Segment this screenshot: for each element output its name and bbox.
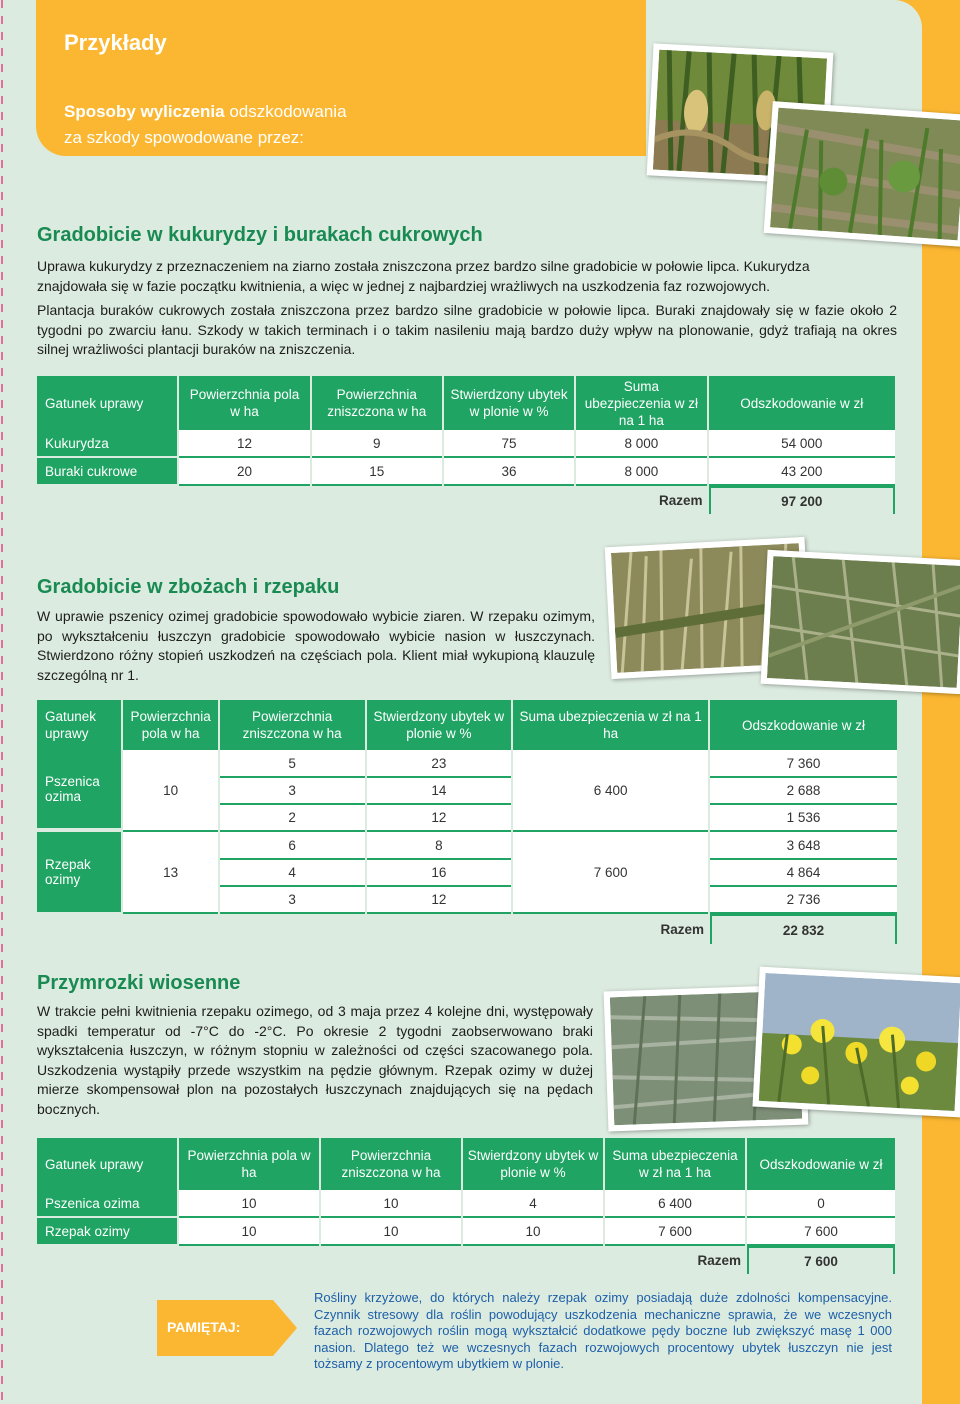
cell-field-area: 10 [123, 750, 217, 832]
th-field-area: Powierzchnia pola w ha [179, 1138, 319, 1190]
section1-title: Gradobicie w kukurydzy i burakach cukrowych [37, 224, 483, 246]
remember-note: Rośliny krzyżowe, do których należy rzepak ozimy posiadają duże zdolności kompensacyjne. Czynnik stresowy dla roślin powodujący uszkodzenia mechaniczne sprawia, że we wczesnych fazach rozwojowych roślin mogą wykształcić dodatkowe pędy boczne lub zwiększyć masę 1 000 nasion. Dlatego też we wczesnych fazach rozwojowych procentowy ubytek łuszczyn nie jest tożsamy z procentowym ubytkiem w plonie. [314, 1290, 892, 1371]
cell-yield-loss: 4 [463, 1190, 603, 1218]
cell-crop: Pszenica ozima [37, 1190, 177, 1218]
cell-sum-insured: 8 000 [576, 458, 706, 486]
cell-destroyed-area: 3 [220, 887, 365, 914]
cell-compensation: 7 360 [710, 750, 897, 778]
th-sum-insured: Suma ubezpieczenia w zł na 1 ha [576, 376, 706, 430]
table-row [37, 1218, 895, 1246]
total-value: 7 600 [747, 1246, 895, 1274]
cell-destroyed-area: 5 [220, 750, 365, 778]
photo-beet-hail [764, 101, 960, 247]
th-yield-loss: Stwierdzony ubytek w plonie w % [444, 376, 574, 430]
section2-title: Gradobicie w zbożach i rzepaku [37, 576, 340, 598]
th-destroyed-area: Powierzchnia zniszczona w ha [220, 700, 365, 750]
remember-badge-arrow [273, 1300, 297, 1356]
table-hail-wheat-rapeseed [35, 700, 899, 944]
total-value: 22 832 [710, 914, 897, 944]
subtitle-rest: odszkodowania [224, 102, 347, 121]
cell-crop: Buraki cukrowe [37, 458, 177, 486]
header-banner [36, 0, 646, 156]
cell-yield-loss: 12 [367, 887, 512, 914]
cell-compensation: 4 864 [710, 860, 897, 887]
cell-compensation: 0 [747, 1190, 895, 1218]
header-subtitle [64, 99, 347, 151]
table-row [37, 458, 895, 486]
cell-sum-insured: 7 600 [605, 1218, 745, 1246]
cell-yield-loss: 12 [367, 805, 512, 832]
table-spring-frost [35, 1138, 897, 1274]
cell-field-area: 12 [179, 430, 309, 458]
section1-paragraph-2: Plantacja buraków cukrowych została zniszczona przez bardzo silne gradobicie w połowie lipca. Buraki znajdowały się w fazie około 2 tygodni po zwarciu łanu. Szkody w takich terminach i o takim nasileniu mają bardzo duży wpływ na plonowanie, gdyż trafiają na okres silnej wrażliwości plantacji buraków na zniszczenia. [37, 302, 897, 357]
photo-rapeseed-hail [761, 550, 960, 694]
section3-text: W trakcie pełni kwitnienia rzepaku ozimego, od 3 maja przez 4 kolejne dni, występowały spadki temperatur od -7°C do -2°C. Po okresie 2 tygodni zaobserwowano braki wykształcenia łuszczyn, w różnym stopniu w zależności od części szacowanego pola. Uszkodzenia wystąpiły przede wszystkim na pędzie głównym. Rzepak ozimy w dużej mierze skompensował plon na pozostałych łuszczynach znajdujących się na pędach bocznych. [37, 1003, 593, 1117]
cell-destroyed-area: 10 [321, 1218, 461, 1246]
total-row [37, 486, 895, 514]
table-hail-corn-beet [35, 376, 897, 514]
section2-text: W uprawie pszenicy ozimej gradobicie spowodowało wybicie ziaren. W rzepaku ozimym, po wykształceniu łuszczyn gradobicie spowodowało wybicie nasion w łuszczynach. Stwierdzono różny stopień uszkodzeń na częściach pola. Klient miał wykupioną klauzulę szczególną nr 1. [37, 608, 595, 683]
cell-compensation: 43 200 [709, 458, 895, 486]
th-destroyed-area: Powierzchnia zniszczona w ha [321, 1138, 461, 1190]
cell-crop: Pszenica ozima [37, 750, 121, 832]
table-row [37, 1190, 895, 1218]
rapeseed-photo-image [767, 556, 960, 688]
section1-paragraph-1: Uprawa kukurydzy z przeznaczeniem na ziarno została zniszczona przez bardzo silne gradobicie w połowie lipca. Kukurydza znajdowała się w fazie początku kwitnienia, a więc w jednej z najbardziej wrażliwych na uszkodzenia faz rozwojowych. [37, 258, 810, 294]
cell-crop: Kukurydza [37, 430, 177, 458]
section3-title: Przymrozki wiosenne [37, 972, 241, 994]
cell-field-area: 10 [179, 1190, 319, 1218]
th-field-area: Powierzchnia pola w ha [123, 700, 217, 750]
th-destroyed-area: Powierzchnia zniszczona w ha [312, 376, 442, 430]
cell-compensation: 2 736 [710, 887, 897, 914]
photo-rapeseed-flowering [752, 967, 960, 1118]
cell-field-area: 20 [179, 458, 309, 486]
flowering-photo-image [759, 973, 960, 1111]
th-crop: Gatunek uprawy [37, 700, 121, 750]
th-compensation: Odszkodowanie w zł [710, 700, 897, 750]
th-crop: Gatunek uprawy [37, 376, 177, 430]
cell-yield-loss: 16 [367, 860, 512, 887]
cell-yield-loss: 10 [463, 1218, 603, 1246]
cell-destroyed-area: 9 [312, 430, 442, 458]
cell-crop: Rzepak ozimy [37, 1218, 177, 1246]
cell-compensation: 7 600 [747, 1218, 895, 1246]
cell-destroyed-area: 6 [220, 832, 365, 860]
th-yield-loss: Stwierdzony ubytek w plonie w % [463, 1138, 603, 1190]
cell-sum-insured: 6 400 [605, 1190, 745, 1218]
table-row [37, 832, 897, 860]
cell-yield-loss: 75 [444, 430, 574, 458]
cell-compensation: 3 648 [710, 832, 897, 860]
cell-crop: Rzepak ozimy [37, 832, 121, 914]
cell-compensation: 1 536 [710, 805, 897, 832]
page-edge-marker [1, 0, 3, 1404]
total-row [37, 914, 897, 944]
cell-sum-insured: 7 600 [513, 832, 708, 914]
subtitle-bold: Sposoby wyliczenia [64, 102, 225, 121]
table-row [37, 430, 895, 458]
total-label: Razem [660, 921, 705, 937]
page-title: Przykłady [64, 30, 167, 55]
th-compensation: Odszkodowanie w zł [747, 1138, 895, 1190]
cell-field-area: 10 [179, 1218, 319, 1246]
cell-compensation: 54 000 [709, 430, 895, 458]
cell-destroyed-area: 10 [321, 1190, 461, 1218]
beet-photo-image [770, 108, 960, 241]
cell-yield-loss: 36 [444, 458, 574, 486]
remember-badge [157, 1300, 297, 1356]
total-label: Razem [658, 492, 703, 508]
cell-sum-insured: 6 400 [513, 750, 708, 832]
th-yield-loss: Stwierdzony ubytek w plonie w % [367, 700, 512, 750]
cell-field-area: 13 [123, 832, 217, 914]
cell-yield-loss: 14 [367, 778, 512, 805]
remember-label: PAMIĘTAJ: [167, 1319, 241, 1335]
total-label: Razem [697, 1252, 741, 1268]
table-row [37, 750, 897, 778]
subtitle-line2: za szkody spowodowane przez: [64, 128, 305, 147]
cell-sum-insured: 8 000 [576, 430, 706, 458]
cell-yield-loss: 23 [367, 750, 512, 778]
section1-text [37, 257, 897, 365]
th-field-area: Powierzchnia pola w ha [179, 376, 309, 430]
cell-destroyed-area: 2 [220, 805, 365, 832]
th-compensation: Odszkodowanie w zł [709, 376, 895, 430]
total-row [37, 1246, 895, 1274]
cell-destroyed-area: 3 [220, 778, 365, 805]
th-crop: Gatunek uprawy [37, 1138, 177, 1190]
th-sum-insured: Suma ubezpieczenia w zł na 1 ha [513, 700, 708, 750]
cell-destroyed-area: 15 [312, 458, 442, 486]
cell-destroyed-area: 4 [220, 860, 365, 887]
total-value: 97 200 [709, 486, 895, 514]
cell-yield-loss: 8 [367, 832, 512, 860]
cell-compensation: 2 688 [710, 778, 897, 805]
th-sum-insured: Suma ubezpieczenia w zł na 1 ha [605, 1138, 745, 1190]
